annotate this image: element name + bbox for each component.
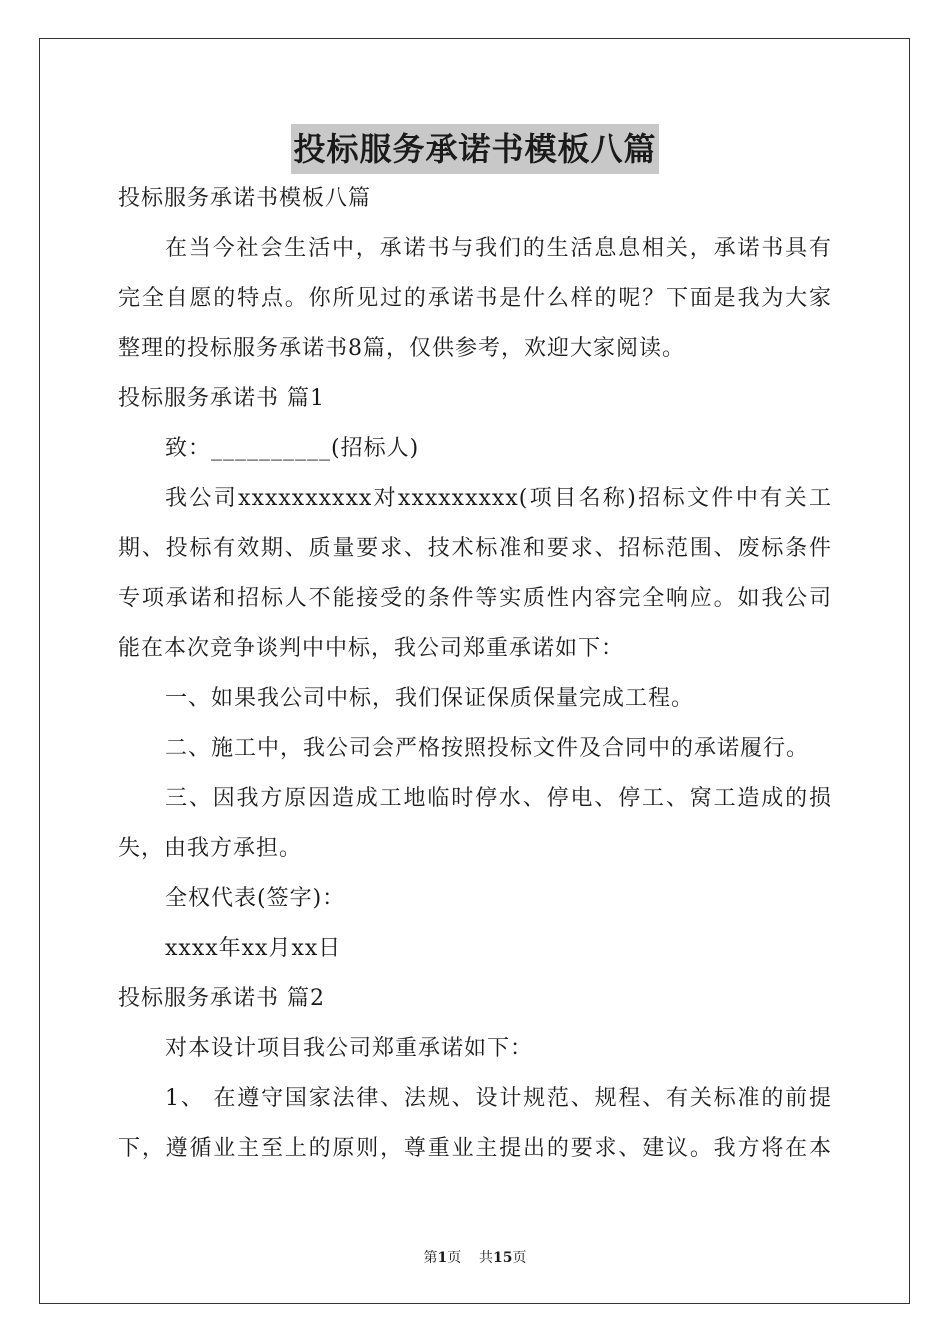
paragraph-line: 能在本次竞争谈判中中标，我公司郑重承诺如下： [118,636,625,661]
paragraph-line: 一、如果我公司中标，我们保证保质保量完成工程。 [165,686,695,711]
footer-mid: 页 共 [447,1250,494,1266]
paragraph-line: 我公司xxxxxxxxxx对xxxxxxxxx(项目名称)招标文件中有关工 [165,486,832,511]
paragraph-line: 整理的投标服务承诺书8篇，仅供参考，欢迎大家阅读。 [118,336,685,361]
paragraph-line: 完全自愿的特点。你所见过的承诺书是什么样的呢？下面是我为大家 [118,286,832,311]
section-heading: 投标服务承诺书 篇1 [118,386,325,411]
section-heading: 投标服务承诺书 篇2 [118,986,325,1011]
paragraph-line: 致：__________(招标人) [165,436,420,461]
paragraph-line: 专项承诺和招标人不能接受的条件等实质性内容完全响应。如我公司 [118,586,832,611]
title-text: 投标服务承诺书模板八篇 [291,124,658,174]
document-title [0,124,950,174]
paragraph-line: 期、投标有效期、质量要求、技术标准和要求、招标范围、废标条件 [118,536,832,561]
paragraph-line: 失，由我方承担。 [118,836,303,861]
footer-suffix: 页 [512,1250,527,1266]
paragraph-line: 1、 在遵守国家法律、法规、设计规范、规程、有关标准的前提 [165,1086,832,1111]
footer-prefix: 第 [423,1250,438,1266]
footer-total-pages: 15 [493,1250,513,1266]
paragraph-line: 下，遵循业主至上的原则，尊重业主提出的要求、建议。我方将在本 [118,1136,832,1161]
paragraph-line: 对本设计项目我公司郑重承诺如下： [165,1036,534,1061]
paragraph-line: 三、因我方原因造成工地临时停水、停电、停工、窝工造成的损 [165,786,832,811]
paragraph-line: 二、施工中，我公司会严格按照投标文件及合同中的承诺履行。 [165,736,810,761]
signature-line: 全权代表(签字)： [165,886,346,911]
page-border [39,38,910,1304]
subtitle-line: 投标服务承诺书模板八篇 [118,186,372,211]
paragraph-line: 在当今社会生活中，承诺书与我们的生活息息相关，承诺书具有 [165,236,832,261]
date-line: xxxx年xx月xx日 [165,936,342,961]
footer-page-number: 1 [437,1250,448,1266]
page-footer [0,1247,950,1267]
